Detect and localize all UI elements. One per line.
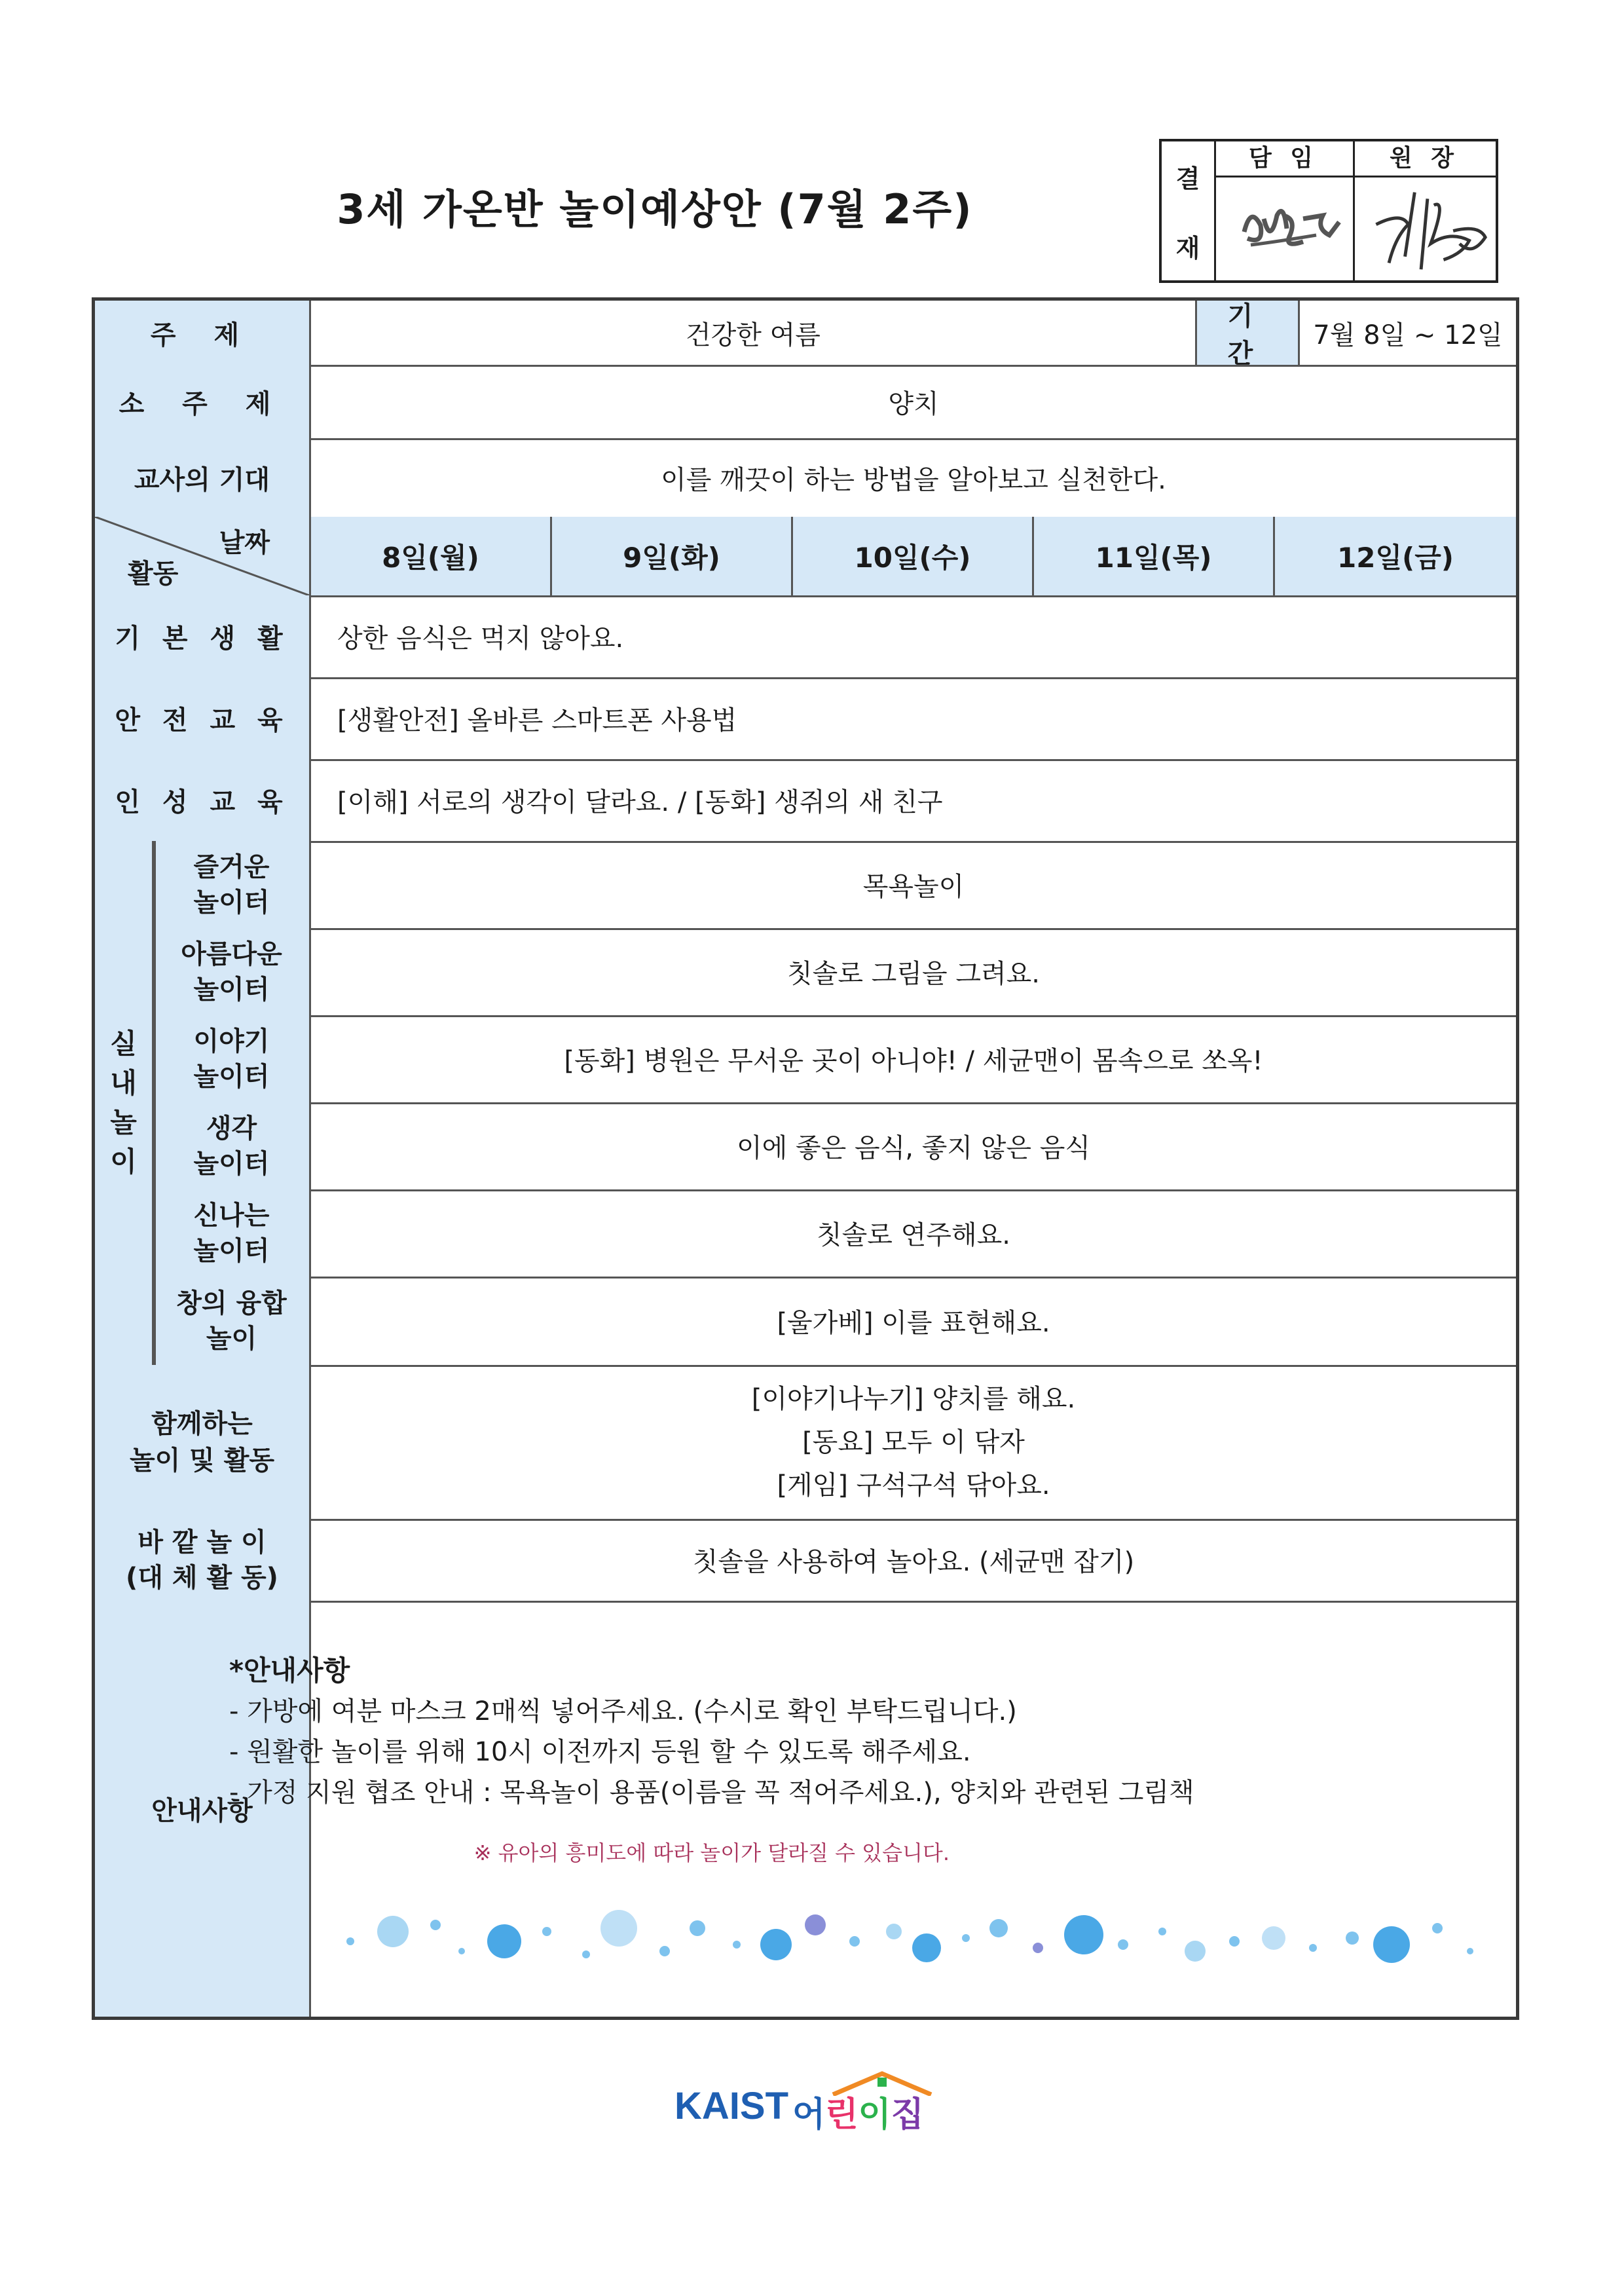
day-wed: 10일(수) [793,517,1034,595]
indoor-label-char-2: 내 [110,1067,137,1099]
indoor-play-label [95,841,154,1365]
approval-director-header: 원 장 [1353,141,1496,177]
together-label-line2: 놀이 및 활동 [129,1445,275,1476]
approval-teacher-header: 담 임 [1214,141,1353,177]
indoor-1-label-line1: 즐거운 [193,851,270,882]
date-activity-header [95,517,311,595]
day-thu: 11일(목) [1034,517,1275,595]
indoor-3-label-line1: 이야기 [193,1026,270,1056]
kaist-logo [674,2070,950,2135]
indoor-label-char-4: 이 [110,1146,137,1178]
approval-director [1353,141,1496,280]
subtheme-value: 양치 [888,388,939,419]
indoor-5-label-line1: 신나는 [193,1200,270,1231]
indoor-3-value: [동화] 병원은 무서운 곳이 아니야! / 세균맨이 몸속으로 쏘옥! [564,1046,1263,1076]
director-signature [1357,179,1492,276]
indoor-6-label [154,1277,311,1365]
indoor-6-value: [울가베] 이를 표현해요. [777,1308,1050,1338]
indoor-5-label-line2: 놀이터 [193,1235,270,1266]
notice-item-1: - 가방에 여분 마스크 2매씩 넣어주세요. (수시로 확인 부탁드립니다.) [229,1696,1017,1726]
indoor-label-char-1: 실 [110,1028,137,1060]
approval-teacher [1214,141,1355,280]
basic-life-value: 상한 음식은 먹지 않아요. [337,624,624,654]
indoor-4-label-line2: 놀이터 [193,1148,270,1179]
together-label [95,1365,311,1519]
together-item-1: [이야기나누기] 양치를 해요. [751,1383,1076,1414]
approval-side-2: 재 [1175,233,1200,263]
logo-brand: KAIST [674,2085,788,2127]
character-label: 인 성 교 육 [95,759,311,841]
expectation-value: 이를 깨끗이 하는 방법을 알아보고 실천한다. [661,464,1166,495]
outdoor-label [95,1519,311,1601]
safety-value: [생활안전] 올바른 스마트폰 사용법 [337,705,737,736]
character-value: [이해] 서로의 생각이 달라요. / [동화] 생쥐의 새 친구 [337,787,943,817]
safety-label: 안 전 교 육 [95,677,311,759]
outdoor-label-line2: (대 체 활 동) [126,1562,278,1593]
indoor-1-value: 목욕놀이 [862,872,965,902]
indoor-5-label [154,1189,311,1277]
period-label: 기 간 [1195,301,1300,365]
indoor-2-value: 칫솔로 그림을 그려요. [787,959,1040,989]
subtheme-label: 소 주 제 [95,365,311,438]
notice-body [229,1651,1194,1873]
day-mon: 8일(월) [311,517,552,595]
day-tue: 9일(화) [552,517,793,595]
indoor-5-value: 칫솔로 연주해요. [817,1220,1010,1250]
indoor-2-label [154,928,311,1015]
approval-side-1: 결 [1175,164,1200,193]
notice-item-2: - 원활한 놀이를 위해 10시 이전까지 등원 할 수 있도록 해주세요. [229,1737,971,1767]
header-date-label: 날짜 [219,528,270,558]
theme-value: 건강한 여름 [686,320,821,350]
notice-label: 안내사항 [95,1601,311,2017]
day-fri: 12일(금) [1275,517,1516,595]
outdoor-label-line1: 바 깥 놀 이 [138,1527,267,1558]
decorative-bubbles [331,1892,1496,1990]
indoor-2-label-line1: 아름다운 [181,939,282,969]
basic-life-label: 기 본 생 활 [95,595,311,677]
together-item-2: [동요] 모두 이 닦자 [802,1427,1025,1457]
indoor-4-value: 이에 좋은 음식, 좋지 않은 음식 [737,1133,1090,1163]
theme-label: 주 제 [95,301,311,365]
together-value [311,1365,1516,1519]
indoor-2-label-line2: 놀이터 [193,974,270,1005]
indoor-6-label-line2: 놀이 [206,1323,257,1354]
header-activity-label: 활동 [128,559,179,589]
logo-name: 어린이집 [792,2095,924,2135]
approval-box [1159,139,1498,283]
indoor-6-label-line1: 창의 융합 [176,1288,287,1318]
together-label-line1: 함께하는 [151,1408,253,1439]
indoor-1-label [154,841,311,928]
outdoor-value: 칫솔을 사용하여 놀아요. (세균맨 잡기) [692,1547,1135,1577]
page-title: 3세 가온반 놀이예상안 (7월 2주) [337,185,973,233]
notice-item-3: - 가정 지원 협조 안내 : 목욕놀이 용품(이름을 꼭 적어주세요.), 양치와 관련된 그림책 [229,1778,1194,1808]
together-item-3: [게임] 구석구석 닦아요. [777,1470,1050,1501]
indoor-label-char-3: 놀 [110,1106,137,1138]
approval-side [1162,141,1216,280]
indoor-4-label [154,1102,311,1189]
expectation-label: 교사의 기대 [95,438,311,517]
notice-heading: *안내사항 [229,1654,350,1687]
teacher-signature [1218,179,1349,278]
period-value: 7월 8일 ~ 12일 [1313,320,1503,350]
indoor-4-label-line1: 생각 [206,1113,257,1144]
indoor-3-label [154,1015,311,1102]
indoor-1-label-line2: 놀이터 [193,887,270,918]
notice-note: ※ 유아의 흥미도에 따라 놀이가 달라질 수 있습니다. [473,1840,950,1865]
indoor-3-label-line2: 놀이터 [193,1061,270,1092]
